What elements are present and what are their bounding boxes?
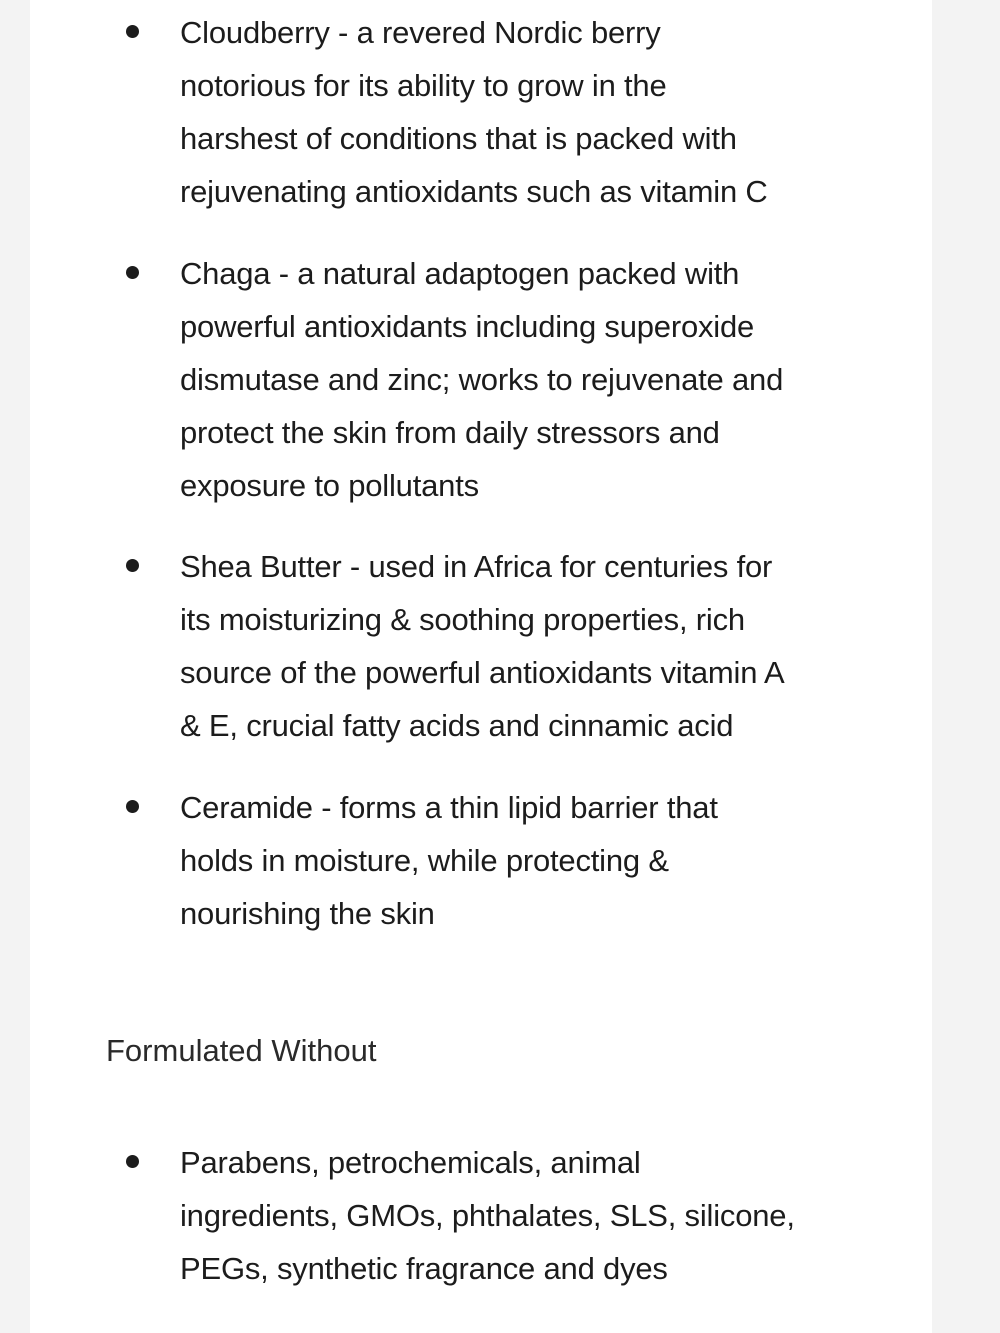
list-item-text: Parabens, petrochemicals, animal ingredients, GMOs, phthalates, SLS, silicone, PEGs, synthetic fragrance and dyes <box>180 1145 795 1286</box>
product-description-panel <box>30 0 932 1333</box>
list-item-text: Shea Butter - used in Africa for centuries for its moisturizing & soothing properties, rich source of the powerful antioxidants vitamin A & E, crucial fatty acids and cinnamic acid <box>180 549 785 743</box>
bullet-icon <box>126 266 139 279</box>
bullet-icon <box>126 559 139 572</box>
bullet-icon <box>126 1155 139 1168</box>
list-item-text: Cloudberry - a revered Nordic berry notorious for its ability to grow in the harshest of conditions that is packed with rejuvenating antioxidants such as vitamin C <box>180 15 768 209</box>
list-item-text: Chaga - a natural adaptogen packed with powerful antioxidants including superoxide dismutase and zinc; works to rejuvenate and protect the skin from daily stressors and exposure to pollutants <box>180 256 784 503</box>
bullet-icon <box>126 800 139 813</box>
formulated-without-heading: Formulated Without <box>106 1033 377 1068</box>
list-item-text: Ceramide - forms a thin lipid barrier that holds in moisture, while protecting & nourishing the skin <box>180 790 718 931</box>
bullet-icon <box>126 25 139 38</box>
